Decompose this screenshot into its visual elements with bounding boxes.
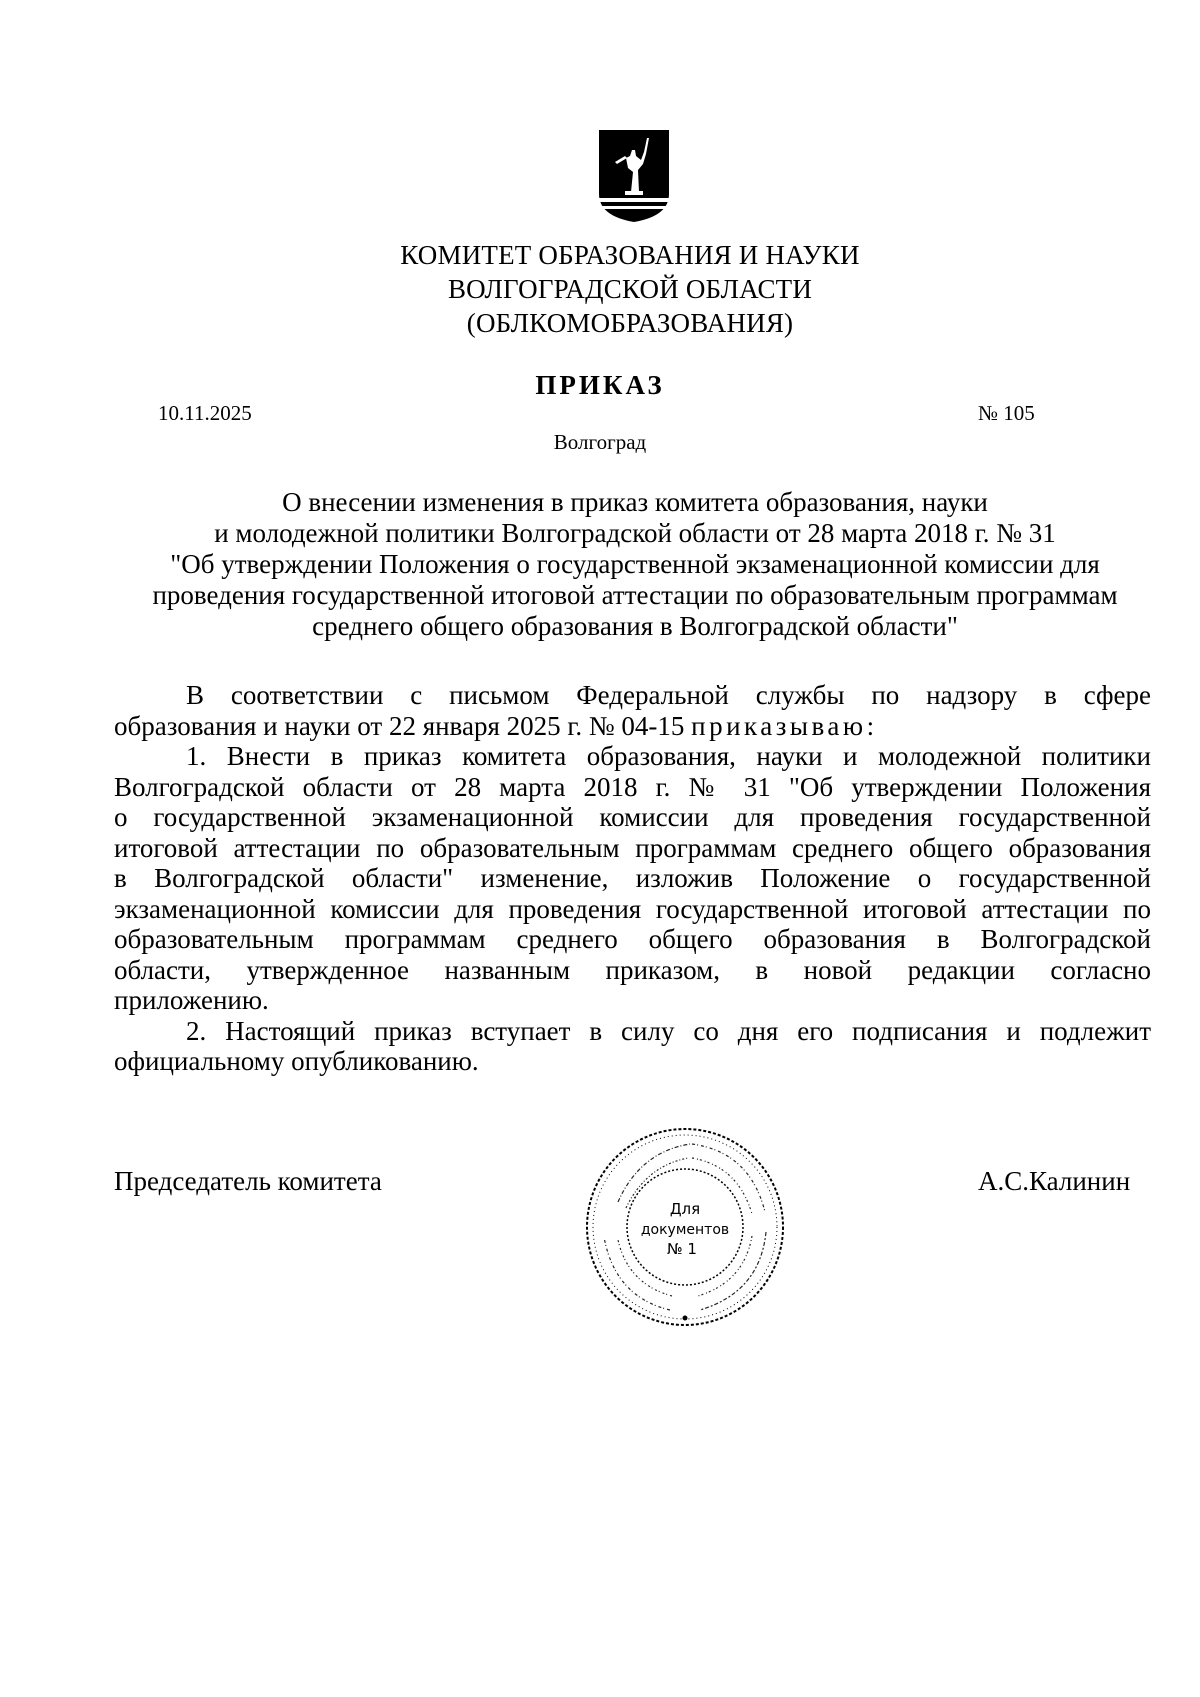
document-date: 10.11.2025 (158, 401, 252, 425)
organization-name (200, 238, 1060, 340)
stamp-line-3: № 1 (667, 1240, 697, 1258)
title-line: проведения государственной итоговой аттестации по образовательным программам (152, 580, 1118, 610)
item2-line: 2. Настоящий приказ вступает в силу со дня его подписания и подлежит (186, 1015, 1151, 1046)
document-number: № 105 (978, 401, 1035, 425)
preamble-text: образования и науки от 22 января 2025 г. № 04-15 (114, 710, 685, 741)
item1-line: области, утвержденное названным приказом, в новой редакции согласно (114, 954, 1151, 985)
org-line-3: (ОБЛКОМОБРАЗОВАНИЯ) (466, 308, 794, 338)
title-line: "Об утверждении Положения о государственной экзаменационной комиссии для (170, 549, 1100, 579)
document-title (110, 487, 1160, 642)
item1-line: Волгоградской области от 28 марта 2018 г. № 31 "Об утверждении Положения (114, 771, 1151, 802)
item2-line: официальному опубликованию. (114, 1046, 479, 1076)
round-stamp (580, 1122, 790, 1332)
stamp-line-1: Для (669, 1200, 701, 1218)
item1-line: о государственной экзаменационной комиссии для проведения государственной (114, 802, 1151, 832)
signatory-name: А.С.Калинин (978, 1166, 1131, 1196)
item1-line: итоговой аттестации по образовательным программам среднего общего образования (114, 832, 1151, 863)
signatory-position: Председатель комитета (114, 1166, 382, 1196)
preamble-line: В соответствии с письмом Федеральной службы по надзору в сфере (186, 680, 1151, 710)
title-line: и молодежной политики Волгоградской области от 28 марта 2018 г. № 31 (214, 518, 1056, 548)
title-line: среднего общего образования в Волгоградской области" (312, 611, 958, 641)
item1-line: приложению. (114, 985, 269, 1015)
item1-line: экзаменационной комиссии для проведения государственной итоговой аттестации по (114, 893, 1151, 924)
preamble-line (114, 711, 1151, 742)
org-line-2: ВОЛГОГРАДСКОЙ ОБЛАСТИ (447, 274, 813, 304)
item1-line: 1. Внести в приказ комитета образования, науки и молодежной политики (186, 741, 1151, 771)
org-line-1: КОМИТЕТ ОБРАЗОВАНИЯ И НАУКИ (400, 240, 860, 270)
document-city: Волгоград (553, 430, 647, 454)
order-word: приказываю: (691, 710, 878, 741)
document-type: ПРИКАЗ (535, 370, 665, 400)
stamp-line-2: документов (640, 1222, 730, 1238)
item1-line: в Волгоградской области" изменение, изложив Положение о государственной (114, 863, 1151, 893)
coat-of-arms-icon (597, 128, 671, 224)
item1-line: образовательным программам среднего общего образования в Волгоградской (114, 924, 1151, 954)
document-body (114, 680, 1151, 1077)
title-line: О внесении изменения в приказ комитета образования, науки (282, 487, 988, 517)
